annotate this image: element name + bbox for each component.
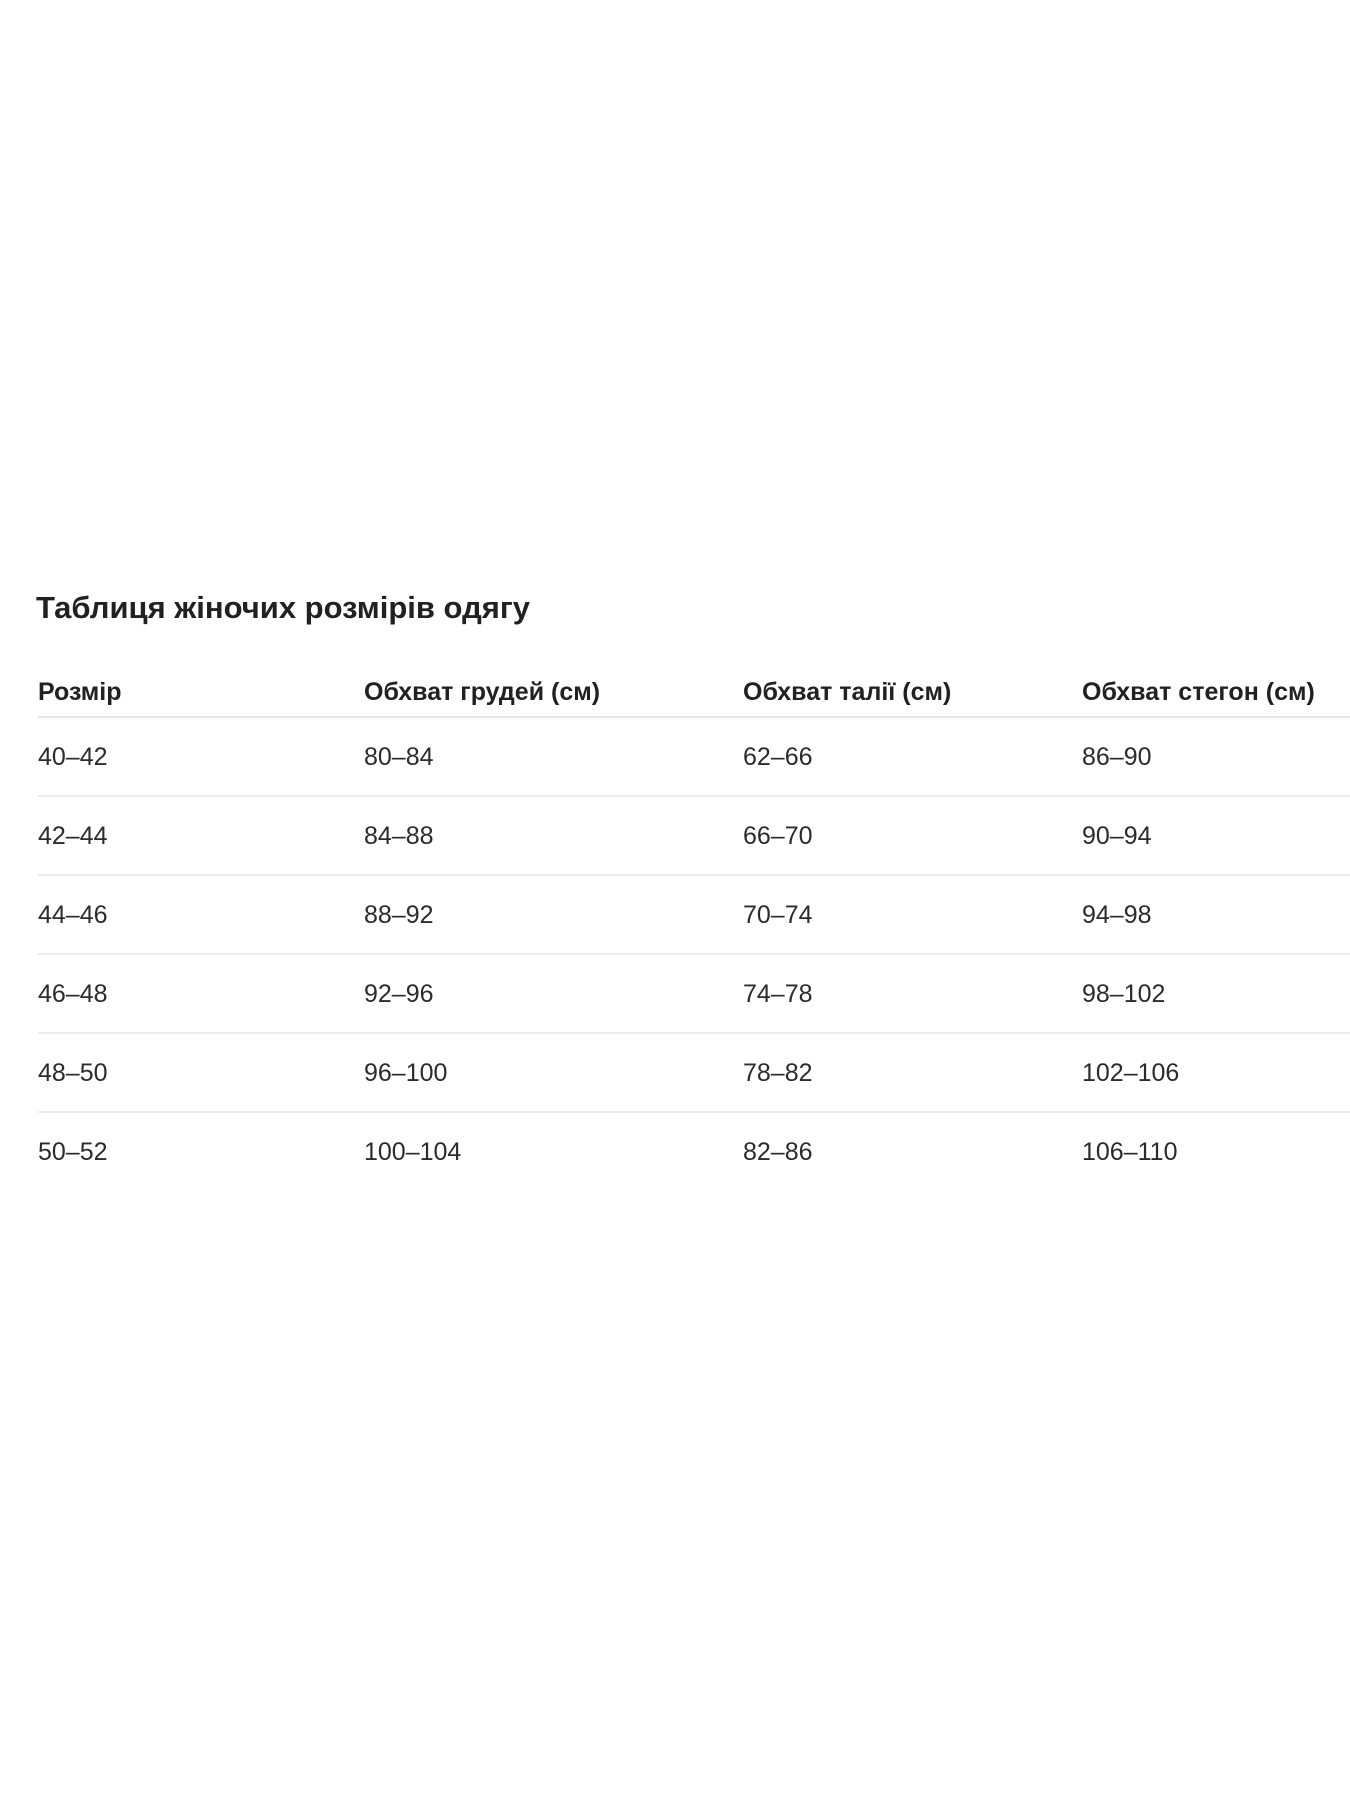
table-row [38,954,1350,1033]
table-cell: 50–52 [38,1137,108,1166]
table-cell: 62–66 [743,717,1082,796]
table-row [38,717,1350,796]
table-cell: 70–74 [743,875,1082,954]
table-cell: 88–92 [364,875,743,954]
table-cell: 106–110 [1082,1137,1178,1166]
table-cell: 80–84 [364,717,743,796]
table-row [38,1112,1350,1190]
page-title: Таблиця жіночих розмірів одягу [36,590,530,625]
table-cell: 42–44 [38,796,364,875]
table-row [38,1033,1350,1112]
table-cell: 86–90 [1082,717,1350,796]
column-header-waist: Обхват талії (см) [743,677,1082,717]
table-row [38,796,1350,875]
size-table-container [38,677,1350,1190]
table-row [38,875,1350,954]
table-cell: 82–86 [743,1137,813,1166]
table-cell: 78–82 [743,1033,1082,1112]
table-cell: 94–98 [1082,875,1350,954]
table-cell: 92–96 [364,954,743,1033]
table-cell: 74–78 [743,954,1082,1033]
column-header-size: Розмір [38,677,364,717]
table-cell: 98–102 [1082,954,1350,1033]
table-cell: 100–104 [364,1137,462,1166]
table-cell: 96–100 [364,1033,743,1112]
table-cell: 90–94 [1082,796,1350,875]
column-header-chest: Обхват грудей (см) [364,677,743,717]
table-cell: 48–50 [38,1033,364,1112]
table-cell: 84–88 [364,796,743,875]
size-table [38,677,1350,1190]
table-cell: 66–70 [743,796,1082,875]
table-cell: 44–46 [38,875,364,954]
column-header-hips: Обхват стегон (см) [1082,677,1350,717]
table-cell: 46–48 [38,954,364,1033]
table-cell: 102–106 [1082,1033,1350,1112]
table-header-row [38,677,1350,717]
table-cell: 40–42 [38,717,364,796]
